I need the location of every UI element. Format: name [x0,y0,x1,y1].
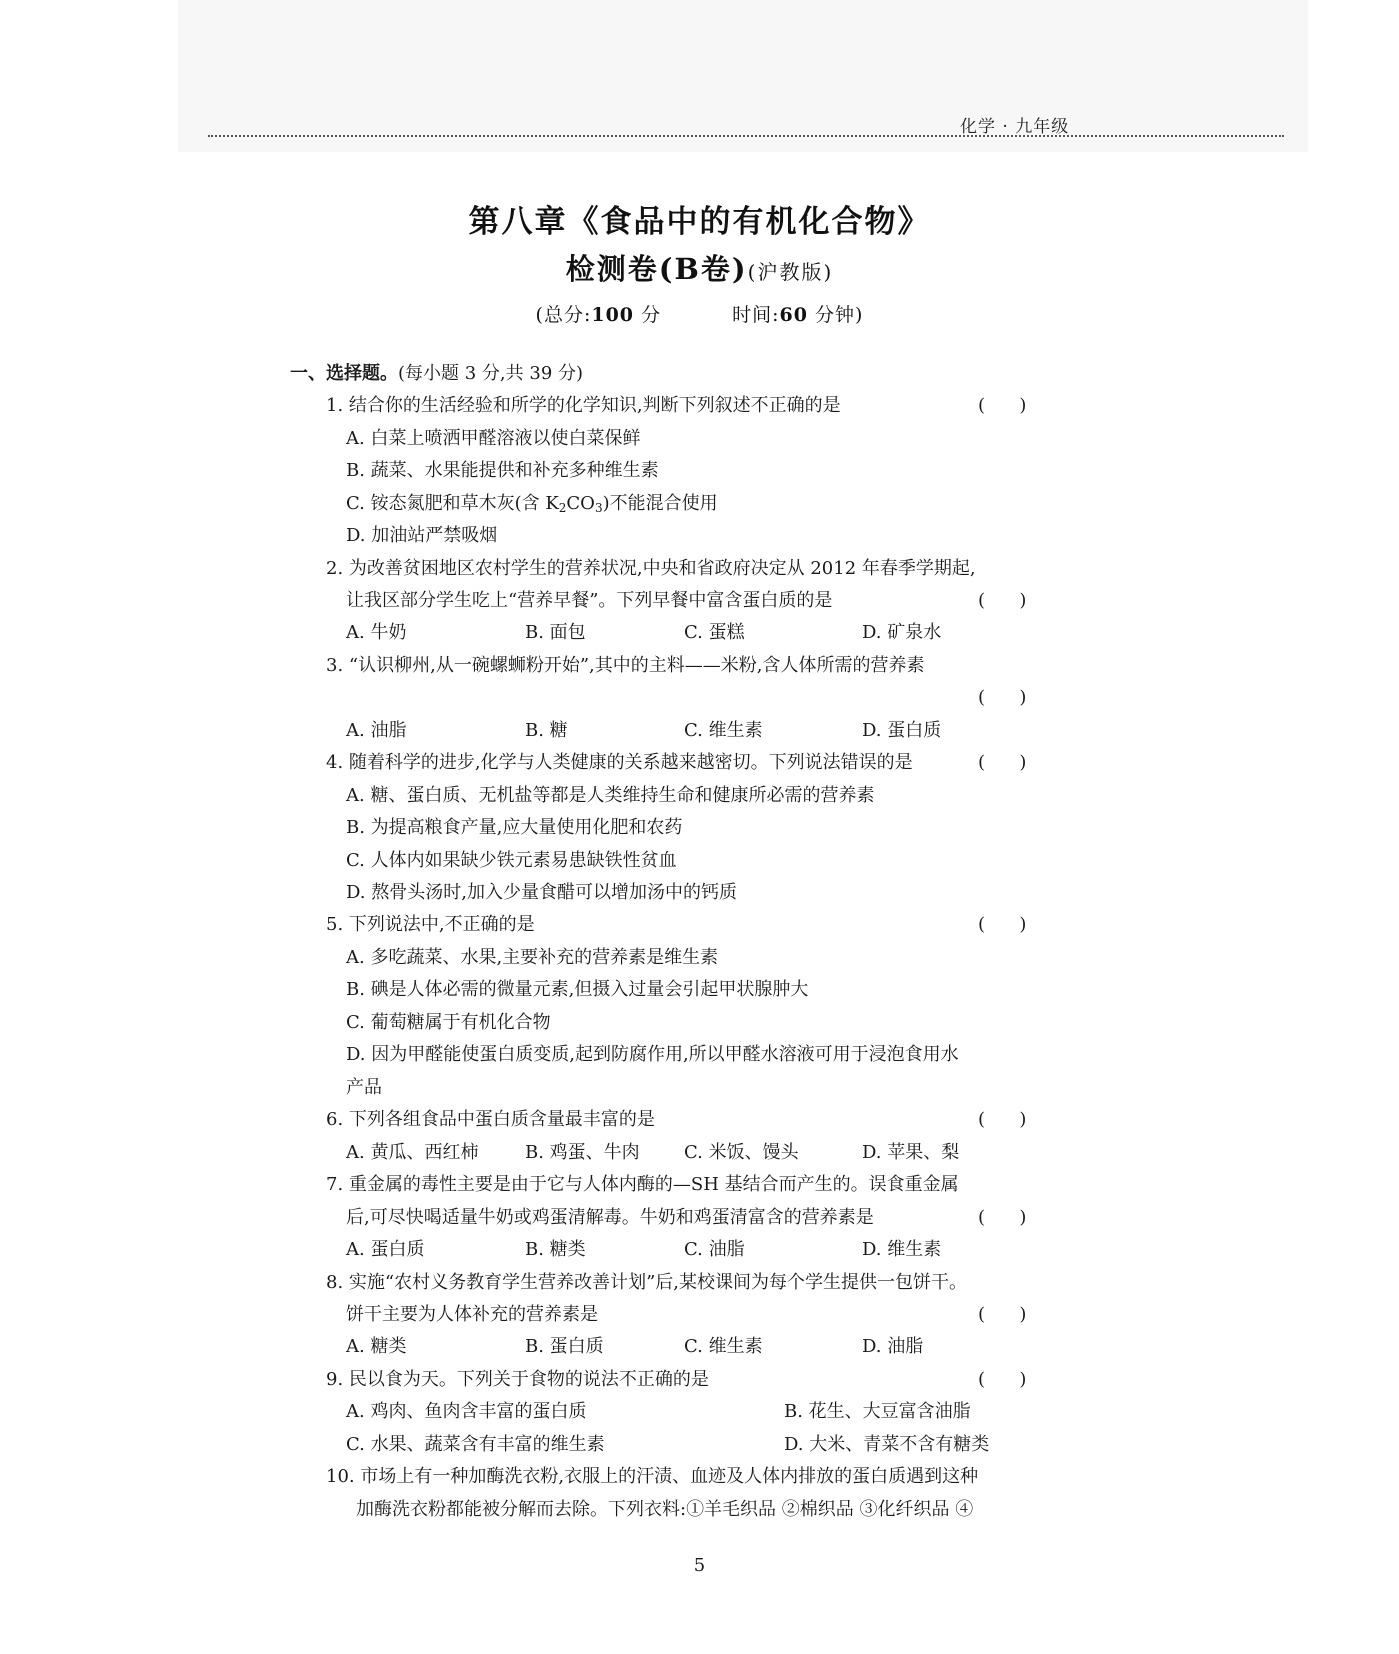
q5-option-d-1: D. 因为甲醛能使蛋白质变质,起到防腐作用,所以甲醛水溶液可用于浸泡食用水 [346,1044,959,1065]
q1-option-b: B. 蔬菜、水果能提供和补充多种维生素 [346,460,659,481]
q3-stem: 3. “认识柳州,从一碗螺蛳粉开始”,其中的主料——米粉,含人体所需的营养素 [326,655,925,676]
test-title-edition: (沪教版) [747,260,834,284]
q1-option-a: A. 白菜上喷洒甲醛溶液以使白菜保鲜 [346,428,641,449]
q8-answer-blank: ( ) [978,1304,1027,1325]
q5-stem: 5. 下列说法中,不正确的是 [326,914,535,935]
time-label: 时间: [732,304,780,326]
q3-option-b: B. 糖 [525,720,568,741]
header-dotted-rule [208,135,1284,137]
page-number: 5 [693,1555,706,1576]
q6-stem: 6. 下列各组食品中蛋白质含量最丰富的是 [326,1109,655,1130]
q10-stem-1: 10. 市场上有一种加酶洗衣粉,衣服上的汗渍、血迹及人体内排放的蛋白质遇到这种 [326,1466,979,1487]
q8-option-a: A. 糖类 [346,1336,407,1357]
q7-answer-blank: ( ) [978,1207,1027,1228]
q10-stem-2: 加酶洗衣粉都能被分解而去除。下列衣料:①羊毛织品 ②棉织品 ③化纤织品 ④ [356,1499,974,1520]
q7-option-c: C. 油脂 [684,1239,745,1260]
q4-option-d: D. 熬骨头汤时,加入少量食醋可以增加汤中的钙质 [346,882,737,903]
q2-option-b: B. 面包 [525,622,586,643]
section-heading [290,361,583,387]
q9-stem: 9. 民以食为天。下列关于食物的说法不正确的是 [326,1369,709,1390]
q7-option-b: B. 糖类 [525,1239,586,1260]
q8-option-b: B. 蛋白质 [525,1336,604,1357]
test-title-main: 检测卷(B卷) [565,252,748,286]
q2-answer-blank: ( ) [978,590,1027,611]
q8-option-d: D. 油脂 [862,1336,924,1357]
q3-option-d: D. 蛋白质 [862,720,942,741]
q8-option-c: C. 维生素 [684,1336,763,1357]
q8-stem-2: 饼干主要为人体补充的营养素是 [346,1304,598,1325]
q7-stem-2: 后,可尽快喝适量牛奶或鸡蛋清解毒。牛奶和鸡蛋清富含的营养素是 [346,1207,874,1228]
q6-option-c: C. 米饭、馒头 [684,1142,799,1163]
q6-option-d: D. 苹果、梨 [862,1142,960,1163]
time-value: 60 [779,304,808,326]
q7-stem-1: 7. 重金属的毒性主要是由于它与人体内酶的—SH 基结合而产生的。误食重金属 [326,1174,959,1195]
q8-stem-1: 8. 实施“农村义务教育学生营养改善计划”后,某校课间为每个学生提供一包饼干。 [326,1272,968,1293]
test-title [0,247,1399,288]
q3-option-c: C. 维生素 [684,720,763,741]
q9-option-c: C. 水果、蔬菜含有丰富的维生素 [346,1434,605,1455]
q5-option-a: A. 多吃蔬菜、水果,主要补充的营养素是维生素 [346,947,719,968]
section-title: 一、选择题。 [290,363,398,384]
q6-option-a: A. 黄瓜、西红柿 [346,1142,479,1163]
q2-option-a: A. 牛奶 [346,622,407,643]
q1-stem: 1. 结合你的生活经验和所学的化学知识,判断下列叙述不正确的是 [326,395,841,416]
q9-answer-blank: ( ) [978,1369,1027,1390]
q2-stem-1: 2. 为改善贫困地区农村学生的营养状况,中央和省政府决定从 2012 年春季学期起, [326,558,976,579]
q6-answer-blank: ( ) [978,1109,1027,1130]
score-value: 100 [591,304,635,326]
q2-option-d: D. 矿泉水 [862,622,942,643]
q9-option-d: D. 大米、青菜不含有糖类 [784,1434,990,1455]
q1-option-c: C. 铵态氮肥和草木灰(含 $K_2CO_3$)不能混合使用 [346,493,718,515]
q2-option-c: C. 蛋糕 [684,622,745,643]
q3-answer-blank: ( ) [978,687,1027,708]
q4-option-b: B. 为提高粮食产量,应大量使用化肥和农药 [346,817,683,838]
q4-option-a: A. 糖、蛋白质、无机盐等都是人类维持生命和健康所必需的营养素 [346,785,875,806]
chapter-title: 第八章《食品中的有机化合物》 [468,204,931,240]
q1-option-d: D. 加油站严禁吸烟 [346,525,498,546]
section-note: (每小题 3 分,共 39 分) [398,363,584,384]
q2-stem-2: 让我区部分学生吃上“营养早餐”。下列早餐中富含蛋白质的是 [346,590,833,611]
q7-option-a: A. 蛋白质 [346,1239,425,1260]
q5-option-d-2: 产品 [346,1077,382,1098]
score-label: (总分: [535,304,592,326]
q9-option-b: B. 花生、大豆富含油脂 [784,1401,971,1422]
q7-option-d: D. 维生素 [862,1239,942,1260]
q5-option-b: B. 碘是人体必需的微量元素,但摄入过量会引起甲状腺肿大 [346,979,809,1000]
q4-option-c: C. 人体内如果缺少铁元素易患缺铁性贫血 [346,850,677,871]
q4-stem: 4. 随着科学的进步,化学与人类健康的关系越来越密切。下列说法错误的是 [326,752,913,773]
q9-option-a: A. 鸡肉、鱼肉含丰富的蛋白质 [346,1401,587,1422]
q1-answer-blank: ( ) [978,395,1027,416]
time-unit: 分钟) [815,304,864,326]
score-time-line [0,300,1399,327]
header-subject: 化学 · 九年级 [960,117,1070,137]
q4-answer-blank: ( ) [978,752,1027,773]
q6-option-b: B. 鸡蛋、牛肉 [525,1142,640,1163]
q5-option-c: C. 葡萄糖属于有机化合物 [346,1012,551,1033]
q5-answer-blank: ( ) [978,914,1027,935]
header-band [178,0,1308,152]
q3-option-a: A. 油脂 [346,720,407,741]
score-unit: 分 [641,304,662,326]
